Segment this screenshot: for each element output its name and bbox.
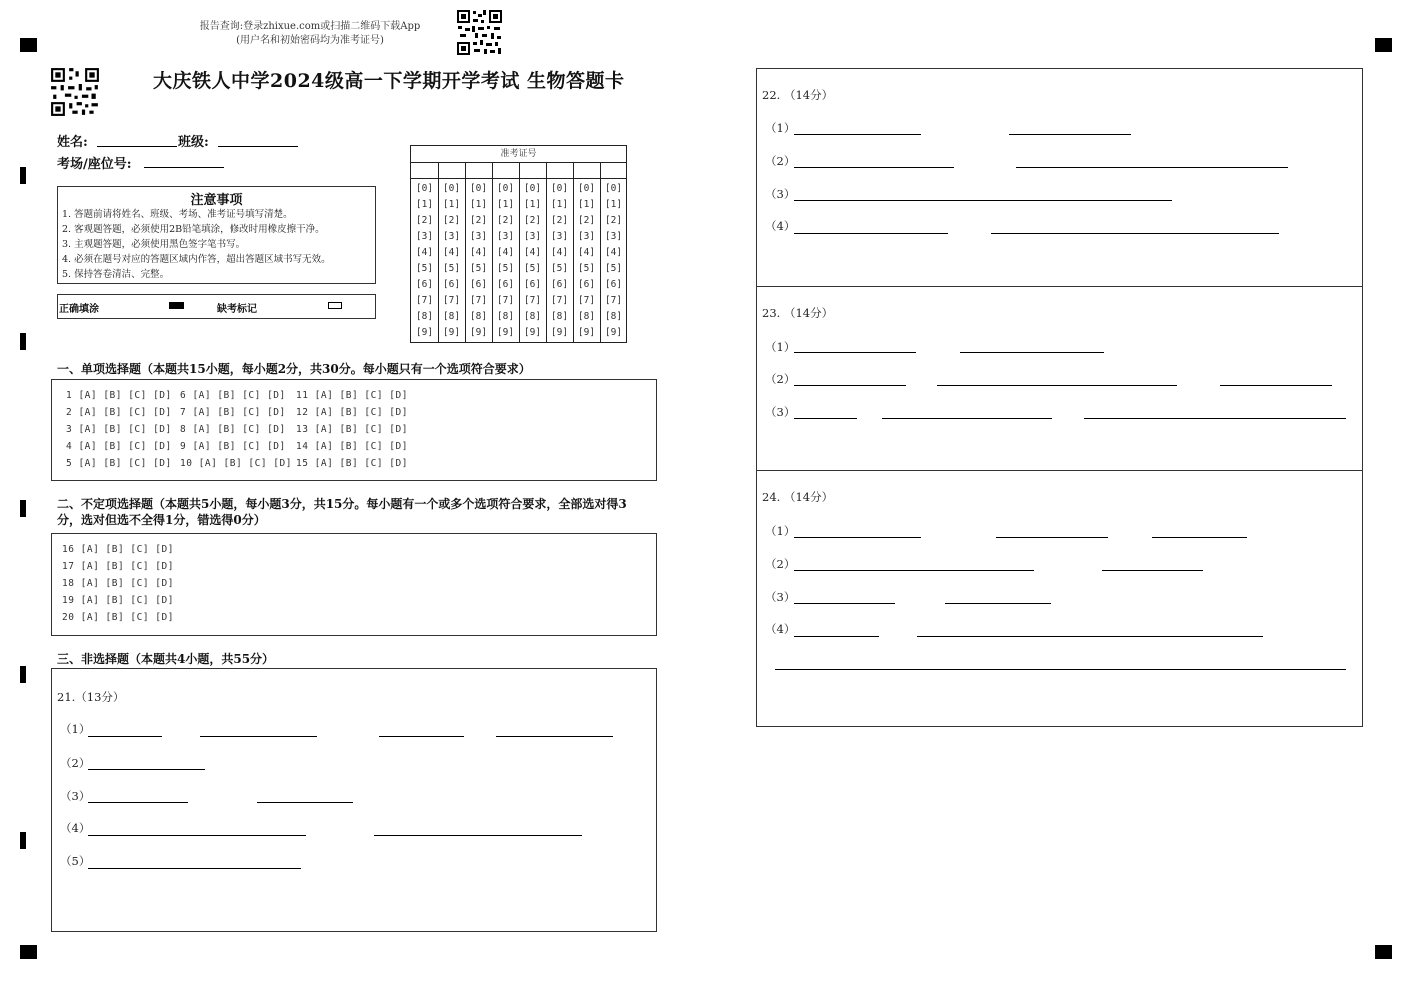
report-note-line1: 报告查询:登录zhixue.com或扫描二维码下载App [199,21,421,32]
exam-id-bubble[interactable]: [0] [496,183,515,194]
qr-code-icon [456,9,503,56]
page-title: 大庆铁人中学2024级高一下学期开学考试 生物答题卡 [153,70,625,92]
answer-line[interactable] [1102,570,1203,571]
q22-sub-label: （4） [765,219,796,233]
exam-id-bubble[interactable]: [0] [415,183,434,194]
exam-id-bubble[interactable]: [8] [604,311,623,322]
choice-row[interactable]: 12 [A] [B] [C] [D] [296,407,408,418]
answer-line[interactable] [794,537,921,538]
exam-id-bubble[interactable]: [6] [415,279,434,290]
answer-line[interactable] [88,769,205,770]
exam-id-grid [410,145,627,343]
answer-line[interactable] [775,669,1346,670]
exam-id-bubble[interactable]: [2] [469,215,488,226]
answer-line[interactable] [794,167,954,168]
notice-item: 3. 主观题答题，必须使用黑色签字笔书写。 [62,239,246,250]
exam-id-bubble[interactable]: [8] [442,311,461,322]
exam-id-bubble[interactable]: [6] [496,279,515,290]
exam-id-bubble[interactable]: [7] [442,295,461,306]
class-field[interactable] [218,146,298,147]
q24-box [756,470,1363,727]
exam-id-bubble[interactable]: [5] [442,263,461,274]
notice-item: 5. 保持答卷清洁、完整。 [62,269,170,280]
choice-row[interactable]: 3 [A] [B] [C] [D] [66,424,172,435]
answer-line[interactable] [88,835,306,836]
exam-id-bubble[interactable]: [8] [415,311,434,322]
answer-line[interactable] [794,200,1172,201]
choice-row[interactable]: 5 [A] [B] [C] [D] [66,458,172,469]
exam-id-bubble[interactable]: [9] [415,327,434,338]
exam-id-bubble[interactable]: [8] [496,311,515,322]
q24-label: 24. （14分） [762,490,834,504]
correct-fill-label: 正确填涂 [59,304,99,315]
exam-id-bubble[interactable]: [7] [550,295,569,306]
answer-line[interactable] [882,418,1052,419]
class-label: 班级: [178,135,209,150]
name-label: 姓名: [57,135,88,150]
choice-row[interactable]: 20 [A] [B] [C] [D] [62,612,174,623]
exam-id-bubble[interactable]: [4] [550,247,569,258]
exam-id-bubble[interactable]: [1] [442,199,461,210]
exam-id-bubble[interactable]: [3] [442,231,461,242]
report-note [190,20,430,48]
exam-id-bubble[interactable]: [6] [523,279,542,290]
q22-label: 22. （14分） [762,88,834,102]
exam-id-bubble[interactable]: [3] [523,231,542,242]
absent-mark-checkbox[interactable] [328,302,342,309]
exam-id-bubble[interactable]: [4] [523,247,542,258]
answer-line[interactable] [794,418,857,419]
correct-fill-sample [169,302,184,309]
q21-sub-label: （1） [60,722,91,736]
choice-row[interactable]: 19 [A] [B] [C] [D] [62,595,174,606]
exam-id-bubble[interactable]: [9] [604,327,623,338]
exam-id-bubble[interactable]: [9] [496,327,515,338]
timing-mark [20,167,26,184]
exam-id-bubble[interactable]: [0] [604,183,623,194]
exam-id-bubble[interactable]: [1] [577,199,596,210]
q23-sub-label: （3） [765,405,796,419]
exam-id-bubble[interactable]: [7] [577,295,596,306]
timing-mark [20,500,26,517]
exam-id-bubble[interactable]: [3] [496,231,515,242]
seat-field[interactable] [144,167,224,168]
exam-id-bubble[interactable]: [9] [442,327,461,338]
answer-line[interactable] [1220,385,1332,386]
exam-id-bubble[interactable]: [3] [550,231,569,242]
exam-id-bubble[interactable]: [2] [496,215,515,226]
q21-box [51,668,657,932]
exam-id-bubble[interactable]: [3] [577,231,596,242]
exam-id-bubble[interactable]: [8] [577,311,596,322]
exam-id-bubble[interactable]: [2] [442,215,461,226]
answer-line[interactable] [1152,537,1247,538]
q24-sub-label: （4） [765,622,796,636]
exam-id-bubble[interactable]: [6] [550,279,569,290]
answer-line[interactable] [1084,418,1346,419]
section2-title-line1: 二、不定项选择题（本题共5小题，每小题3分，共15分。每小题有一个或多个选项符合要求，全部选对得3 [57,497,627,511]
q21-sub-label: （4） [60,821,91,835]
exam-id-bubble[interactable]: [2] [415,215,434,226]
exam-id-bubble[interactable]: [8] [523,311,542,322]
corner-marker-top-left [20,38,37,52]
exam-id-bubble[interactable]: [4] [496,247,515,258]
answer-line[interactable] [794,352,916,353]
choice-row[interactable]: 13 [A] [B] [C] [D] [296,424,408,435]
answer-line[interactable] [200,736,317,737]
exam-id-bubble[interactable]: [7] [604,295,623,306]
choice-row[interactable]: 1 [A] [B] [C] [D] [66,390,172,401]
exam-id-header: 准考证号 [411,146,626,163]
section3-title: 三、非选择题（本题共4小题，共55分） [57,652,275,666]
answer-line[interactable] [1016,167,1288,168]
answer-line[interactable] [991,233,1279,234]
report-note-line2: (用户名和初始密码均为准考证号) [236,35,384,46]
answer-line[interactable] [794,570,1034,571]
q23-label: 23. （14分） [762,306,834,320]
exam-id-bubble[interactable]: [5] [415,263,434,274]
notice-box [57,186,376,284]
answer-line[interactable] [88,868,301,869]
exam-id-bubble[interactable]: [0] [523,183,542,194]
exam-id-bubble[interactable]: [5] [496,263,515,274]
exam-id-bubble[interactable]: [0] [442,183,461,194]
exam-id-bubble[interactable]: [7] [415,295,434,306]
exam-id-bubble[interactable]: [5] [550,263,569,274]
q23-sub-label: （1） [765,340,796,354]
exam-id-bubble[interactable]: [5] [523,263,542,274]
exam-id-bubble[interactable]: [2] [604,215,623,226]
answer-line[interactable] [496,736,613,737]
exam-id-bubble[interactable]: [1] [496,199,515,210]
choice-row[interactable]: 2 [A] [B] [C] [D] [66,407,172,418]
exam-id-bubble[interactable]: [9] [523,327,542,338]
exam-id-bubble[interactable]: [7] [469,295,488,306]
exam-id-bubble[interactable]: [0] [469,183,488,194]
exam-id-bubble[interactable]: [1] [550,199,569,210]
answer-line[interactable] [794,385,906,386]
exam-id-bubble[interactable]: [4] [415,247,434,258]
exam-id-bubble[interactable]: [8] [469,311,488,322]
exam-id-bubble[interactable]: [5] [604,263,623,274]
qr-code-icon [50,67,100,117]
notice-item: 4. 必须在题号对应的答题区域内作答，超出答题区域书写无效。 [62,254,331,265]
choice-row[interactable]: 17 [A] [B] [C] [D] [62,561,174,572]
exam-id-bubble[interactable]: [9] [469,327,488,338]
q21-sub-label: （2） [60,756,91,770]
exam-id-bubble[interactable]: [5] [469,263,488,274]
exam-id-bubble[interactable]: [4] [469,247,488,258]
exam-id-bubble[interactable]: [6] [442,279,461,290]
timing-mark [20,832,26,849]
answer-line[interactable] [996,537,1108,538]
q23-sub-label: （2） [765,372,796,386]
exam-id-bubble[interactable]: [3] [415,231,434,242]
q22-sub-label: （2） [765,154,796,168]
choice-row[interactable]: 7 [A] [B] [C] [D] [180,407,286,418]
answer-line[interactable] [917,636,1263,637]
answer-line[interactable] [794,636,879,637]
choice-row[interactable]: 15 [A] [B] [C] [D] [296,458,408,469]
choice-row[interactable]: 9 [A] [B] [C] [D] [180,441,286,452]
exam-id-bubble[interactable]: [4] [604,247,623,258]
exam-id-bubble[interactable]: [1] [415,199,434,210]
q23-box [756,286,1363,471]
exam-id-bubble[interactable]: [4] [442,247,461,258]
choice-row[interactable]: 11 [A] [B] [C] [D] [296,390,408,401]
answer-line[interactable] [794,233,948,234]
q24-sub-label: （3） [765,590,796,604]
answer-line[interactable] [794,603,895,604]
answer-line[interactable] [88,802,188,803]
exam-id-bubble[interactable]: [3] [604,231,623,242]
q21-sub-label: （5） [60,854,91,868]
q24-sub-label: （1） [765,524,796,538]
choice-row[interactable]: 18 [A] [B] [C] [D] [62,578,174,589]
choice-row[interactable]: 8 [A] [B] [C] [D] [180,424,286,435]
notice-item: 2. 客观题答题，必须使用2B铅笔填涂，修改时用橡皮擦干净。 [62,224,325,235]
q22-box [756,68,1363,287]
corner-marker-top-right [1375,38,1392,52]
exam-id-bubble[interactable]: [1] [604,199,623,210]
exam-id-bubble[interactable]: [2] [577,215,596,226]
q21-sub-label: （3） [60,789,91,803]
timing-mark [20,666,26,683]
choice-row[interactable]: 4 [A] [B] [C] [D] [66,441,172,452]
exam-id-bubble[interactable]: [1] [469,199,488,210]
exam-id-bubble[interactable]: [3] [469,231,488,242]
answer-line[interactable] [960,352,1104,353]
exam-id-bubble[interactable]: [7] [523,295,542,306]
answer-line[interactable] [379,736,464,737]
choice-row[interactable]: 14 [A] [B] [C] [D] [296,441,408,452]
answer-line[interactable] [945,603,1051,604]
notice-item: 1. 答题前请将姓名、班级、考场、准考证号填写清楚。 [62,209,293,220]
exam-id-bubble[interactable]: [2] [523,215,542,226]
exam-id-bubble[interactable]: [8] [550,311,569,322]
absent-mark-label: 缺考标记 [217,304,257,315]
exam-id-bubble[interactable]: [0] [577,183,596,194]
exam-id-bubble[interactable]: [6] [469,279,488,290]
q21-label: 21.（13分） [57,690,125,704]
exam-id-bubble[interactable]: [7] [496,295,515,306]
exam-id-bubble[interactable]: [6] [604,279,623,290]
exam-id-bubble[interactable]: [0] [550,183,569,194]
notice-title: 注意事项 [190,193,243,208]
q24-sub-label: （2） [765,557,796,571]
section2-title-line2: 分，选对但选不全得1分，错选得0分） [57,513,266,527]
name-field[interactable] [97,146,177,147]
exam-id-bubble[interactable]: [4] [577,247,596,258]
exam-id-bubble[interactable]: [9] [550,327,569,338]
section1-title: 一、单项选择题（本题共15小题，每小题2分，共30分。每小题只有一个选项符合要求） [57,362,531,376]
choice-row[interactable]: 10 [A] [B] [C] [D] [180,458,292,469]
corner-marker-bottom-left [20,945,37,959]
q22-sub-label: （3） [765,187,796,201]
exam-id-bubble[interactable]: [1] [523,199,542,210]
corner-marker-bottom-right [1375,945,1392,959]
exam-id-bubble[interactable]: [2] [550,215,569,226]
q22-sub-label: （1） [765,121,796,135]
exam-id-bubble[interactable]: [6] [577,279,596,290]
seat-label: 考场/座位号: [57,157,132,172]
exam-id-bubble[interactable]: [5] [577,263,596,274]
answer-line[interactable] [257,802,353,803]
answer-line[interactable] [374,835,582,836]
answer-line[interactable] [937,385,1177,386]
timing-mark [20,333,26,350]
choice-row[interactable]: 6 [A] [B] [C] [D] [180,390,286,401]
answer-line[interactable] [88,736,162,737]
answer-line[interactable] [794,134,921,135]
choice-row[interactable]: 16 [A] [B] [C] [D] [62,544,174,555]
exam-id-bubble[interactable]: [9] [577,327,596,338]
answer-line[interactable] [1009,134,1131,135]
